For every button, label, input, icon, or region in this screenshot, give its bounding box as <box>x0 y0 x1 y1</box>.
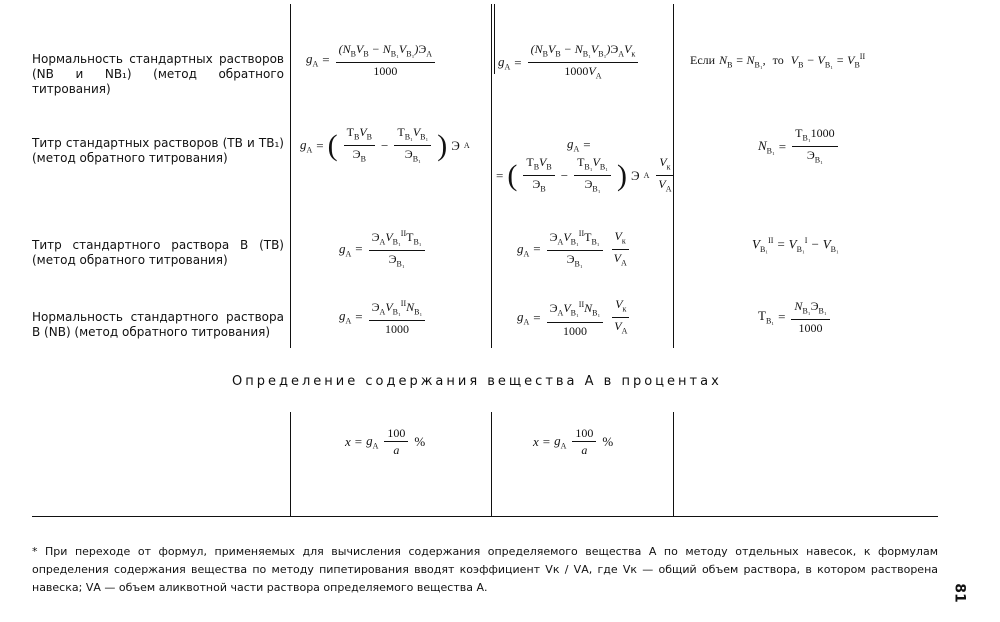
row-3-formula-2: $g_A$ = $\frac{Э_AV_{B_1}^{II}T_{B_1}}{Э_{B_1}}$ $\frac{V_к}{V_A}$ <box>517 227 632 272</box>
table-bottom-rule <box>32 516 938 517</box>
row-2-label: Титр стандартных растворов (TВ и TВ₁) (метод обратного титрования) <box>32 136 284 165</box>
column-rule-2 <box>491 4 492 348</box>
row-3-formula-1: $g_A$ = $\frac{Э_AV_{B_1}^{II}T_{B_1}}{Э_{B_1}}$ <box>339 227 427 272</box>
row-1-label: Нормальность стандартных растворов (NВ и NВ₁) (метод обратного титрования) <box>32 52 284 96</box>
section-title: Определение содержания вещества А в процентах <box>232 374 722 389</box>
footnote: * При переходе от формул, применяемых для вычисления содержания определяемого вещества А по методу отдельных навесок, к формулам определения содержания вещества по методу пипетирования вводят коэффициент Vк / VА, где Vк — общий объем раствора, в котором растворена навеска; VА — объем аликвотной части раствора определяемого вещества А. <box>32 545 938 594</box>
row-2-formula-3: $N_{B_1}$ = $\frac{T_{B_1}1000}{Э_{B_1}}$ <box>758 126 840 168</box>
percent-formula-1: x = $g_A$ $\frac{100}{a}$ % <box>345 426 426 457</box>
row-1-formula-1: $g_A$ = $\frac{(N_BV_B - N_{B_1}V_{B_1})Э_A}{1000}$ <box>306 42 437 78</box>
page-number: 81 <box>951 583 968 603</box>
row-2-formula-2a: $g_A$ = <box>567 136 591 154</box>
percent-formula-2: x = $g_A$ $\frac{100}{a}$ % <box>533 426 614 457</box>
row-2-formula-1: $g_A$ = ( $\frac{T_BV_B}{Э_B}$ − $\frac{T_{B_1}V_{B_1}}{Э_{B_1}}$ ) Э A <box>300 125 470 164</box>
column-rule-4 <box>290 412 291 516</box>
row-4-formula-1: $g_A$ = $\frac{Э_AV_{B_1}^{II}N_{B_1}}{1000}$ <box>339 297 427 336</box>
row-1-formula-2: $g_A$ = $\frac{(N_BV_B - N_{B_1}V_{B_1})Э_AV_к}{1000V_A}$ <box>498 42 640 84</box>
row-1-formula-3: Если $N_B = N_{B_1}$, то $V_B - V_{B_1} = V_B^{II}$ <box>690 52 866 70</box>
column-rule-5 <box>491 412 492 516</box>
row-4-formula-2: $g_A$ = $\frac{Э_AV_{B_1}^{II}N_{B_1}}{1000}$ $\frac{V_к}{V_A}$ <box>517 297 632 339</box>
row-4-formula-3: $T_{B_1}$ = $\frac{N_{B_1}Э_{B_1}}{1000}$ <box>758 299 832 335</box>
row-4-label: Нормальность стандартного раствора В (NВ) (метод обратного титрования) <box>32 310 284 339</box>
row-2-formula-2b: = ( $\frac{T_BV_B}{Э_B}$ − $\frac{T_{B_1}V_{B_1}}{Э_{B_1}}$ ) Э A $\frac{V_к}{V_A}$ <box>496 155 677 197</box>
column-rule-2b <box>494 4 495 74</box>
column-rule-6 <box>673 412 674 516</box>
row-3-formula-3: $V_{B_1}^{II} = V_{B_1}^I - V_{B_1}$ <box>752 236 839 254</box>
column-rule-1 <box>290 4 291 348</box>
row-3-label: Титр стандартного раствора В (TВ) (метод обратного титрования) <box>32 238 284 267</box>
